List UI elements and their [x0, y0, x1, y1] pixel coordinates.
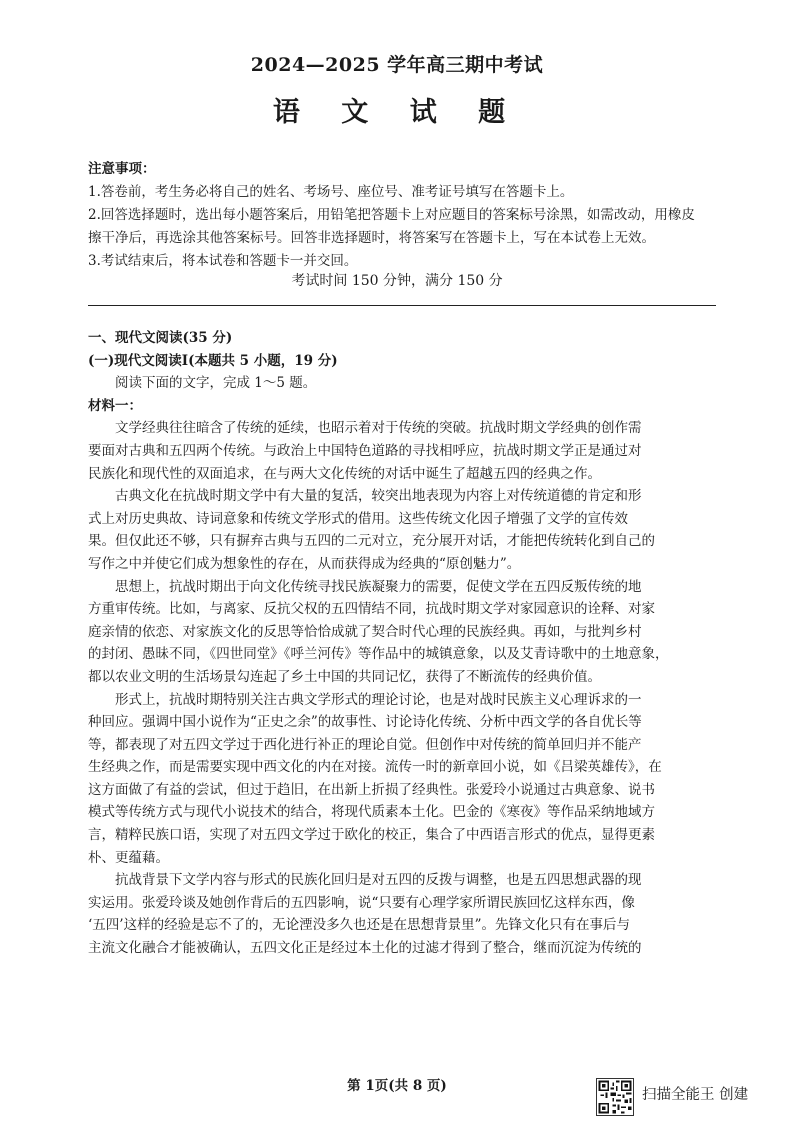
instruction-item: 1.答卷前，考生务必将自己的姓名、考场号、座位号、准考证号填写在答题卡上。	[88, 184, 574, 200]
text-line: 形式上，抗战时期特别关注古典文学形式的理论讨论，也是对战时民族主义心理诉求的一	[115, 691, 642, 708]
exam-subject-title: 语 文 试 题	[272, 97, 522, 128]
text-line: 民族化和现代性的双面追求，在与两大文化传统的对话中诞生了超越五四的经典之作。	[88, 465, 601, 482]
text-line: 古典文化在抗战时期文学中有大量的复活，较突出地表现为内容上对传统道德的肯定和形	[115, 488, 642, 505]
text-line: 朴、更蕴藉。	[88, 849, 169, 866]
page-number: 第 1页(共 8 页)	[347, 1078, 447, 1094]
text-line: 方重审传统。比如，与离家、反抗父权的五四情结不同，抗战时期文学对家园意识的诠释、对家	[88, 601, 655, 618]
text-line: 种回应。强调中国小说作为“正史之余”的故事性、讨论诗化传统、分析中西文学的各自优长等	[88, 714, 642, 731]
text-line: 式上对历史典故、诗词意象和传统文学形式的借用。这些传统文化因子增强了文学的宣传效	[88, 510, 628, 527]
text-line: 文学经典往往暗含了传统的延续，也昭示着对于传统的突破。抗战时期文学经典的创作需	[115, 420, 642, 437]
reading-section	[88, 327, 718, 960]
instruction-item: 擦干净后，再选涂其他答案标号。回答非选择题时，将答案写在答题卡上，写在本试卷上无效。	[88, 230, 655, 246]
text-line: 写作之中并使它们成为想象性的存在，从而获得成为经典的“原创魅力”。	[88, 555, 521, 572]
subsection-heading: (一)现代文阅读Ⅰ(本题共 5 小题，19 分)	[88, 352, 338, 369]
text-line: ‘五四’这样的经验是忘不了的，无论湮没多久也还是在思想背景里”。先锋文化只有在事后与	[88, 917, 630, 934]
text-line: 抗战背景下文学内容与形式的民族化回归是对五四的反拨与调整，也是五四思想武器的现	[115, 872, 642, 889]
section-heading: 一、现代文阅读(35 分)	[88, 330, 233, 346]
instruction-item: 3.考试结束后，将本试卷和答题卡一并交回。	[88, 253, 358, 269]
reading-instruction: 阅读下面的文字，完成 1～5 题。	[115, 375, 317, 392]
text-line: 言，精粹民族口语，实现了对五四文学过于欧化的校正，集合了中西语言形式的优点，显得更素	[88, 827, 655, 844]
text-line: 果。但仅此还不够，只有摒弃古典与五四的二元对立，充分展开对话，才能把传统转化到自己的	[88, 533, 655, 550]
qr-code-icon	[596, 1078, 634, 1116]
text-line: 庭亲情的依恋、对家族文化的反思等恰恰成就了契合时代心理的民族经典。再如，与批判乡村	[88, 623, 642, 640]
exam-title: 2024—2025 学年高三期中考试	[250, 54, 544, 76]
text-line: 生经典之作，而是需要实现中西文化的内在对接。流传一时的新章回小说，如《吕梁英雄传》，在	[88, 759, 662, 776]
divider-line	[88, 305, 716, 306]
text-line: 主流文化融合才能被确认，五四文化正是经过本土化的过滤才得到了整合，继而沉淀为传统的	[88, 940, 642, 957]
material-label: 材料一：	[88, 397, 142, 414]
scanner-watermark: 扫描全能王 创建	[642, 1087, 749, 1103]
text-line: 这方面做了有益的尝试，但过于趋旧，在出新上折损了经典性。张爱玲小说通过古典意象、说书	[88, 781, 655, 798]
text-line: 的封闭、愚昧不同，《四世同堂》《呼兰河传》等作品中的城镇意象，以及艾青诗歌中的土地意象，	[88, 646, 669, 663]
text-line: 实运用。张爱玲谈及她创作背后的五四影响，说“只要有心理学家所谓民族回忆这样东西，像	[88, 894, 635, 911]
text-line: 思想上，抗战时期出于向文化传统寻找民族凝聚力的需要，促使文学在五四反叛传统的地	[115, 578, 642, 595]
instruction-item: 2.回答选择题时，选出每小题答案后，用铅笔把答题卡上对应题目的答案标号涂黑，如需改动，用橡皮	[88, 207, 695, 223]
instructions-heading: 注意事项：	[88, 161, 156, 177]
instructions-block	[88, 158, 728, 273]
text-line: 等，都表现了对五四文学过于西化进行补正的理论自觉。但创作中对传统的简单回归并不能产	[88, 736, 642, 753]
text-line: 都以农业文明的生活场景勾连起了乡土中国的共同记忆，获得了不断流传的经典价值。	[88, 668, 601, 685]
exam-time-line: 考试时间 150 分钟，满分 150 分	[291, 273, 503, 289]
text-line: 模式等传统方式与现代小说技术的结合，将现代质素本土化。巴金的《寒夜》等作品采纳地域方	[88, 804, 655, 821]
text-line: 要面对古典和五四两个传统。与政治上中国特色道路的寻找相呼应，抗战时期文学正是通过对	[88, 442, 642, 459]
